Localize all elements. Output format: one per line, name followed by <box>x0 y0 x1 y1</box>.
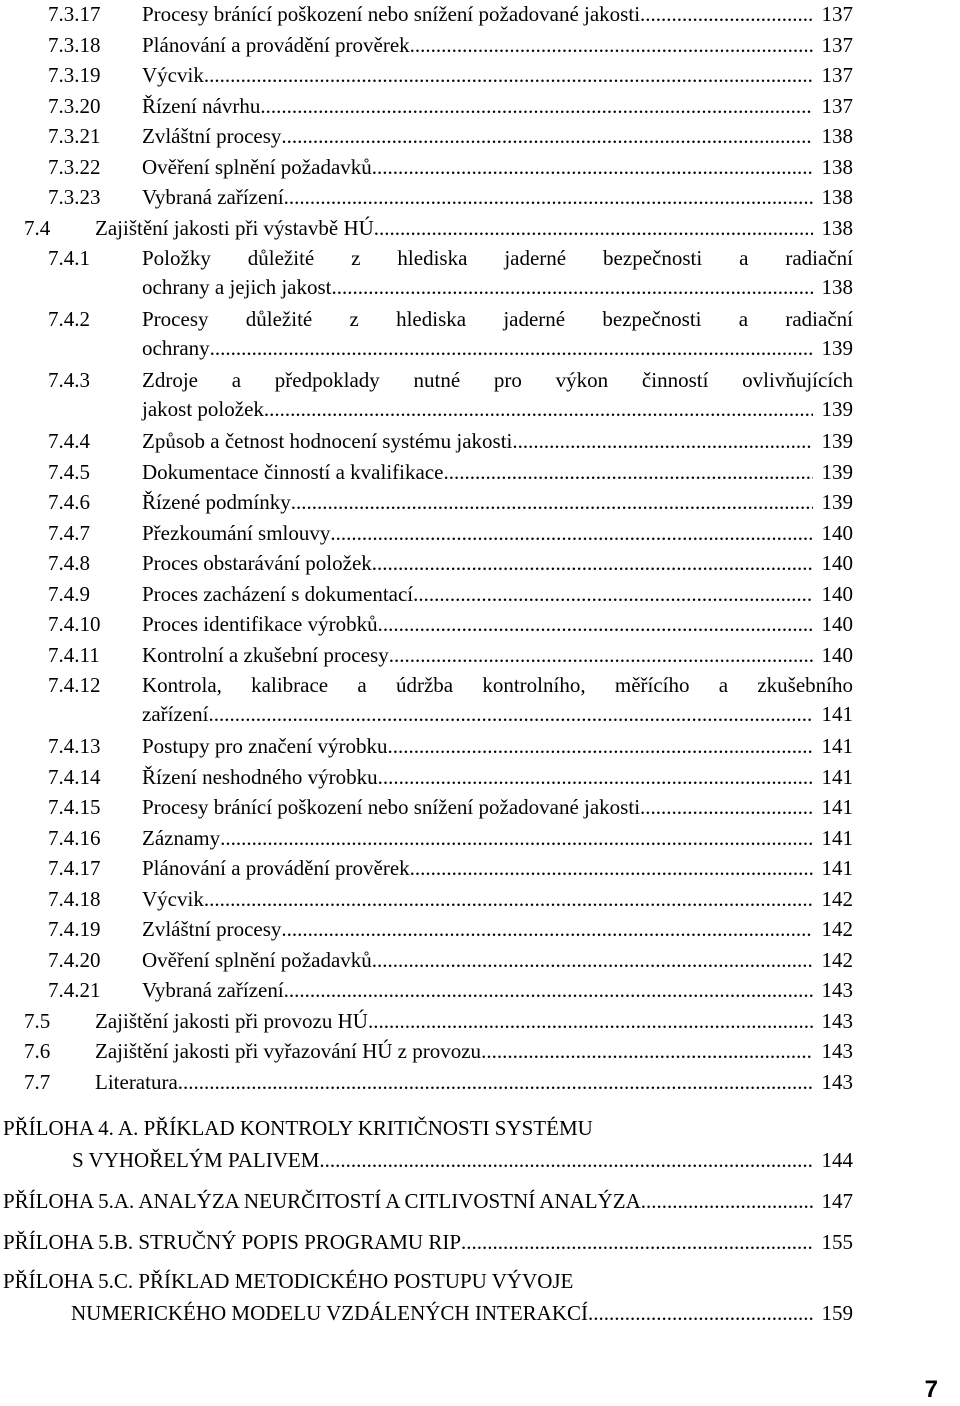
toc-entry-title-text: Literatura <box>95 1069 178 1094</box>
toc-entry-title-text: Plánování a provádění prověrek <box>142 32 410 57</box>
toc-entry-number: 7.4.14 <box>48 764 101 789</box>
toc-entry-number: 7.3.20 <box>48 93 101 118</box>
toc-entry-title-text: Postupy pro značení výrobku <box>142 734 388 758</box>
toc-entry <box>0 122 960 153</box>
toc-entry-title-text: Proces identifikace výrobků <box>142 612 378 636</box>
toc-entry-number: 7.4.11 <box>48 642 100 667</box>
dot-leader <box>330 519 813 548</box>
toc-entry <box>0 885 960 916</box>
toc-entry-title-text: Výcvik <box>142 63 204 87</box>
toc-entry-number: 7.4.6 <box>48 490 90 514</box>
toc-entry-title <box>142 671 853 729</box>
toc-entry <box>0 732 960 763</box>
appendix-title-line <box>3 1184 853 1214</box>
toc-entry-title <box>95 1007 853 1036</box>
toc-entry-title-text: Řízení neshodného výrobku <box>142 764 378 789</box>
toc-entry <box>0 580 960 611</box>
toc-entry-title <box>142 153 853 182</box>
dot-leader <box>512 427 813 456</box>
toc-entry-title-text: Způsob a četnost hodnocení systému jakosti <box>142 429 513 453</box>
dot-leader <box>413 580 813 609</box>
toc-entry-title-line <box>142 824 853 853</box>
toc-entry-page: 143 <box>821 1039 853 1063</box>
dot-leader <box>588 1301 813 1326</box>
toc-entry-page: 143 <box>821 1069 853 1094</box>
toc-entry-title-text: Výcvik <box>142 886 204 911</box>
toc-entry <box>0 244 960 305</box>
dot-leader <box>372 946 813 975</box>
toc-entry-number: 7.3.17 <box>48 2 101 26</box>
toc-entry-title <box>142 61 853 90</box>
toc-entry-title-text: Přezkoumání smlouvy <box>142 520 331 545</box>
toc-entry-title-line <box>142 153 853 182</box>
appendix-title-line: PŘÍLOHA 4. A. PŘÍKLAD KONTROLY KRITIČNOSTI SYSTÉMU <box>3 1116 593 1140</box>
toc-entry <box>0 671 960 732</box>
dot-leader <box>260 92 813 121</box>
toc-entry-page: 139 <box>821 336 853 360</box>
toc-entry-title-line <box>142 92 853 121</box>
toc-entry-page: 140 <box>821 612 853 636</box>
dot-leader <box>372 153 813 182</box>
dot-leader <box>461 1230 813 1255</box>
toc-entry-title-text: ochrany <box>142 336 210 360</box>
toc-entry-title-text: Ověření splnění požadavků <box>142 947 372 972</box>
toc-entry-page: 137 <box>821 63 853 87</box>
toc-entry-page: 141 <box>821 734 853 758</box>
toc-entry-title-text: Zajištění jakosti při vyřazování HÚ z provozu <box>95 1039 482 1063</box>
toc-entry-page: 139 <box>821 459 853 484</box>
dot-leader <box>410 31 813 60</box>
toc-entry-title-text: Řízení návrhu <box>142 93 261 118</box>
toc-entry-page: 137 <box>821 32 853 57</box>
toc-entry-title <box>142 488 853 517</box>
toc-entry-title-line <box>142 61 853 90</box>
toc-entry-title-line <box>95 1007 853 1036</box>
toc-entry-title-text: Dokumentace činností a kvalifikace <box>142 459 444 484</box>
toc-entry-page: 142 <box>821 917 853 941</box>
toc-entry <box>0 61 960 92</box>
toc-entry-number: 7.4.18 <box>48 886 101 911</box>
toc-entry-title <box>142 31 853 60</box>
toc-entry-number: 7.4.16 <box>48 825 101 850</box>
toc-entry-page: 141 <box>821 702 853 726</box>
toc-entry-title-line <box>142 395 853 424</box>
toc-entry-title-line <box>95 1068 853 1097</box>
toc-entry <box>0 427 960 458</box>
toc-entry-page: 137 <box>821 2 853 26</box>
toc-entry-page: 141 <box>821 825 853 850</box>
toc-entry-title-line <box>142 580 853 609</box>
appendix-entry <box>3 1184 853 1214</box>
dot-leader <box>378 610 813 639</box>
appendix-entry <box>3 1225 853 1255</box>
dot-leader <box>178 1068 813 1097</box>
appendix-title-text: S VYHOŘELÝM PALIVEM <box>72 1148 320 1172</box>
toc-entry-title-line <box>142 641 853 670</box>
toc-entry-page: 139 <box>821 429 853 453</box>
dot-leader <box>319 1148 813 1173</box>
toc-entry-page: 143 <box>821 1008 853 1033</box>
appendix-title-line: PŘÍLOHA 5.C. PŘÍKLAD METODICKÉHO POSTUPU VÝVOJE <box>3 1269 574 1293</box>
toc-entry <box>0 214 960 245</box>
toc-entry-title-line <box>142 946 853 975</box>
toc-entry-title-line <box>142 334 853 363</box>
appendix-entry <box>3 1113 853 1173</box>
toc-entry <box>0 641 960 672</box>
toc-entry-title-text: Plánování a provádění prověrek <box>142 856 410 880</box>
dot-leader <box>481 1037 813 1066</box>
toc-entry-title-line <box>142 763 853 792</box>
toc-entry-page: 141 <box>821 795 853 819</box>
toc-entry-title-text: Zajištění jakosti při provozu HÚ <box>95 1008 368 1033</box>
toc-entry-title-line: Zdroje a předpoklady nutné pro výkon činností ovlivňujících <box>142 368 853 392</box>
appendix-page: 144 <box>821 1148 853 1172</box>
toc-entry-title <box>95 214 853 243</box>
toc-entry-page: 141 <box>821 764 853 789</box>
toc-entry-title-line: Kontrola, kalibrace a údržba kontrolního, měřícího a zkušebního <box>142 673 853 697</box>
toc-entry <box>0 763 960 794</box>
toc-entry-number: 7.3.21 <box>48 124 101 148</box>
toc-entry-title <box>142 366 853 424</box>
toc-entry <box>0 0 960 31</box>
toc-entry-title-text: jakost položek <box>142 397 264 421</box>
toc-entry-title-line <box>142 183 853 212</box>
toc-entry <box>0 976 960 1007</box>
toc-entry-number: 7.3.23 <box>48 185 101 209</box>
toc-entry-title-line <box>142 885 853 914</box>
toc-entry-title-text: Procesy bránící poškození nebo snížení požadované jakosti <box>142 795 641 819</box>
dot-leader <box>378 763 813 792</box>
appendix-title-text: PŘÍLOHA 5.A. ANALÝZA NEURČITOSTÍ A CITLIVOSTNÍ ANALÝZA <box>3 1189 641 1213</box>
toc-entry-title-line <box>142 122 853 151</box>
toc-entry-title <box>142 244 853 302</box>
toc-entry-page: 139 <box>821 397 853 421</box>
toc-entry-number: 7.4.10 <box>48 612 101 636</box>
toc-entry <box>0 1068 960 1099</box>
toc-entry-number: 7.4.13 <box>48 734 101 758</box>
toc-entry-page: 140 <box>821 581 853 606</box>
dot-leader <box>640 793 813 822</box>
toc-entry-number: 7.4.17 <box>48 856 101 880</box>
appendix-title-line <box>3 1296 853 1326</box>
toc-entry-title-text: Záznamy <box>142 825 221 850</box>
appendix-page: 159 <box>821 1301 853 1325</box>
dot-leader <box>410 854 813 883</box>
dot-leader <box>208 700 813 729</box>
toc-entry-number: 7.4.3 <box>48 368 90 392</box>
toc-entry-title-text: Vybraná zařízení <box>142 185 284 209</box>
toc-entry-title <box>142 122 853 151</box>
appendix-page: 147 <box>821 1189 853 1213</box>
toc-entry-title <box>142 458 853 487</box>
dot-leader <box>284 976 813 1005</box>
appendix-page: 155 <box>821 1230 853 1254</box>
toc-entry-number: 7.3.19 <box>48 63 101 87</box>
toc-entry-title-line <box>142 976 853 1005</box>
dot-leader <box>220 824 813 853</box>
toc-entry <box>0 1007 960 1038</box>
toc-entry-page: 138 <box>821 275 853 299</box>
toc-entry-title <box>142 641 853 670</box>
dot-leader <box>389 641 813 670</box>
toc-entry-number: 7.4.4 <box>48 429 90 453</box>
toc-entry <box>0 915 960 946</box>
toc-entry <box>0 305 960 366</box>
toc-entry-title <box>142 915 853 944</box>
toc-entry-title-line <box>142 610 853 639</box>
toc-entry-page: 138 <box>821 124 853 148</box>
dot-leader <box>332 273 813 302</box>
page-number: 7 <box>924 1376 938 1403</box>
dot-leader <box>374 214 813 243</box>
toc-entry-title-line <box>142 488 853 517</box>
toc-entry-title-line <box>142 273 853 302</box>
dot-leader <box>388 732 813 761</box>
toc-entry-page: 143 <box>821 978 853 1002</box>
toc-entry-number: 7.4.12 <box>48 673 101 697</box>
dot-leader <box>284 183 813 212</box>
toc-entry-page: 137 <box>821 93 853 118</box>
toc-entry-title <box>142 305 853 363</box>
toc-entry <box>0 488 960 519</box>
toc-entry-title-line <box>95 1037 853 1066</box>
toc-entry-number: 7.4.19 <box>48 917 101 941</box>
appendix-entry <box>3 1266 853 1326</box>
toc-entry-number: 7.7 <box>24 1069 51 1094</box>
toc-entry-page: 140 <box>821 551 853 575</box>
dot-leader <box>204 61 813 90</box>
toc-entry-title <box>95 1037 853 1066</box>
toc-entry-number: 7.5 <box>24 1008 51 1033</box>
toc-entry-title <box>142 763 853 792</box>
toc-entry-title <box>142 946 853 975</box>
toc-entry <box>0 610 960 641</box>
toc-entry-page: 138 <box>821 154 853 179</box>
toc-entry-title-text: Proces zacházení s dokumentací <box>142 581 414 606</box>
toc-entry <box>0 854 960 885</box>
toc-entry <box>0 153 960 184</box>
toc-entry-title-text: Vybraná zařízení <box>142 978 284 1002</box>
toc-entry-title-text: Ověření splnění požadavků <box>142 154 372 179</box>
toc-entry <box>0 458 960 489</box>
dot-leader <box>204 885 813 914</box>
appendix-title-text: NUMERICKÉHO MODELU VZDÁLENÝCH INTERAKCÍ <box>71 1301 588 1325</box>
dot-leader <box>210 334 813 363</box>
toc-entry-title <box>142 732 853 761</box>
toc-entry-title-line <box>95 214 853 243</box>
toc-entry-title-text: ochrany a jejich jakost <box>142 275 332 299</box>
dot-leader <box>368 1007 813 1036</box>
toc-entry-title <box>142 580 853 609</box>
toc-entry-title <box>142 183 853 212</box>
toc-entry-page: 140 <box>821 520 853 545</box>
toc-entry-title <box>142 549 853 578</box>
toc-entry-number: 7.3.18 <box>48 32 101 57</box>
toc-entry-title <box>142 610 853 639</box>
toc-entry-number: 7.4.20 <box>48 947 101 972</box>
toc-entry <box>0 183 960 214</box>
toc-entry-page: 138 <box>821 215 853 240</box>
toc-entry-number: 7.4.5 <box>48 459 90 484</box>
toc-entry <box>0 824 960 855</box>
toc-entry-number: 7.4 <box>24 215 51 240</box>
appendix-title-line <box>3 1225 853 1255</box>
dot-leader <box>641 1189 813 1214</box>
dot-leader <box>281 122 813 151</box>
dot-leader <box>443 458 813 487</box>
toc-entry-title-text: Proces obstarávání položek <box>142 551 372 575</box>
toc-entry-number: 7.4.15 <box>48 795 101 819</box>
toc-entry-page: 140 <box>821 642 853 667</box>
toc-entry <box>0 31 960 62</box>
toc-entry-title-line <box>142 915 853 944</box>
toc-entry-title <box>142 885 853 914</box>
toc-entry <box>0 793 960 824</box>
toc-entry-title-line <box>142 732 853 761</box>
toc-entry-title-line: Procesy důležité z hlediska jaderné bezpečnosti a radiační <box>142 307 853 331</box>
toc-entry-title-line <box>142 519 853 548</box>
toc-entry <box>0 92 960 123</box>
toc-entry-number: 7.4.9 <box>48 581 90 606</box>
toc-entry <box>0 519 960 550</box>
appendix-title-text: PŘÍLOHA 5.B. STRUČNÝ POPIS PROGRAMU RIP <box>3 1230 462 1254</box>
toc-entry <box>0 946 960 977</box>
toc-entry-title <box>95 1068 853 1097</box>
toc-entry-title-text: Zvláštní procesy <box>142 124 282 148</box>
toc-entry-title-line: Položky důležité z hlediska jaderné bezpečnosti a radiační <box>142 246 853 270</box>
dot-leader <box>264 395 813 424</box>
toc-entry-number: 7.3.22 <box>48 154 101 179</box>
dot-leader <box>281 915 813 944</box>
toc-entry-title-text: Procesy bránící poškození nebo snížení požadované jakosti <box>142 2 641 26</box>
toc-entry-title <box>142 824 853 853</box>
toc-entry-number: 7.4.21 <box>48 978 101 1002</box>
toc-entry-page: 142 <box>821 947 853 972</box>
toc-entry-title-text: Zvláštní procesy <box>142 917 282 941</box>
toc-entry-title-line <box>142 427 853 456</box>
toc-entry-number: 7.4.2 <box>48 307 90 331</box>
toc-entry-title-text: Řízené podmínky <box>142 490 291 514</box>
toc-entry-title-line <box>142 854 853 883</box>
toc-entry-number: 7.6 <box>24 1039 51 1063</box>
toc-entry-title-text: zařízení <box>142 702 209 726</box>
toc-entry-number: 7.4.8 <box>48 551 90 575</box>
toc-entry <box>0 549 960 580</box>
toc-entry-title-line <box>142 458 853 487</box>
dot-leader <box>372 549 813 578</box>
appendix-title-line <box>3 1143 853 1173</box>
toc-entry-page: 139 <box>821 490 853 514</box>
toc-entry-title-line <box>142 0 853 29</box>
toc-entry-number: 7.4.1 <box>48 246 90 270</box>
toc-entry-page: 138 <box>821 185 853 209</box>
toc-entry-title <box>142 519 853 548</box>
toc-entry-title-line <box>142 31 853 60</box>
toc-entry-title-text: Kontrolní a zkušební procesy <box>142 642 389 667</box>
dot-leader <box>640 0 813 29</box>
toc-entry-page: 142 <box>821 886 853 911</box>
toc-entry-title <box>142 793 853 822</box>
toc-entry-number: 7.4.7 <box>48 520 90 545</box>
toc-entry-title-text: Zajištění jakosti při výstavbě HÚ <box>95 215 374 240</box>
toc-entry-title <box>142 976 853 1005</box>
toc-entry-title <box>142 92 853 121</box>
toc-entry-title-line <box>142 700 853 729</box>
toc-entry-title <box>142 427 853 456</box>
toc-entry <box>0 1037 960 1068</box>
dot-leader <box>291 488 813 517</box>
toc-entry-title-line <box>142 793 853 822</box>
toc-entry-title <box>142 854 853 883</box>
toc-entry-page: 141 <box>821 856 853 880</box>
toc-entry-title-line <box>142 549 853 578</box>
toc-entry-title <box>142 0 853 29</box>
toc-entry <box>0 366 960 427</box>
